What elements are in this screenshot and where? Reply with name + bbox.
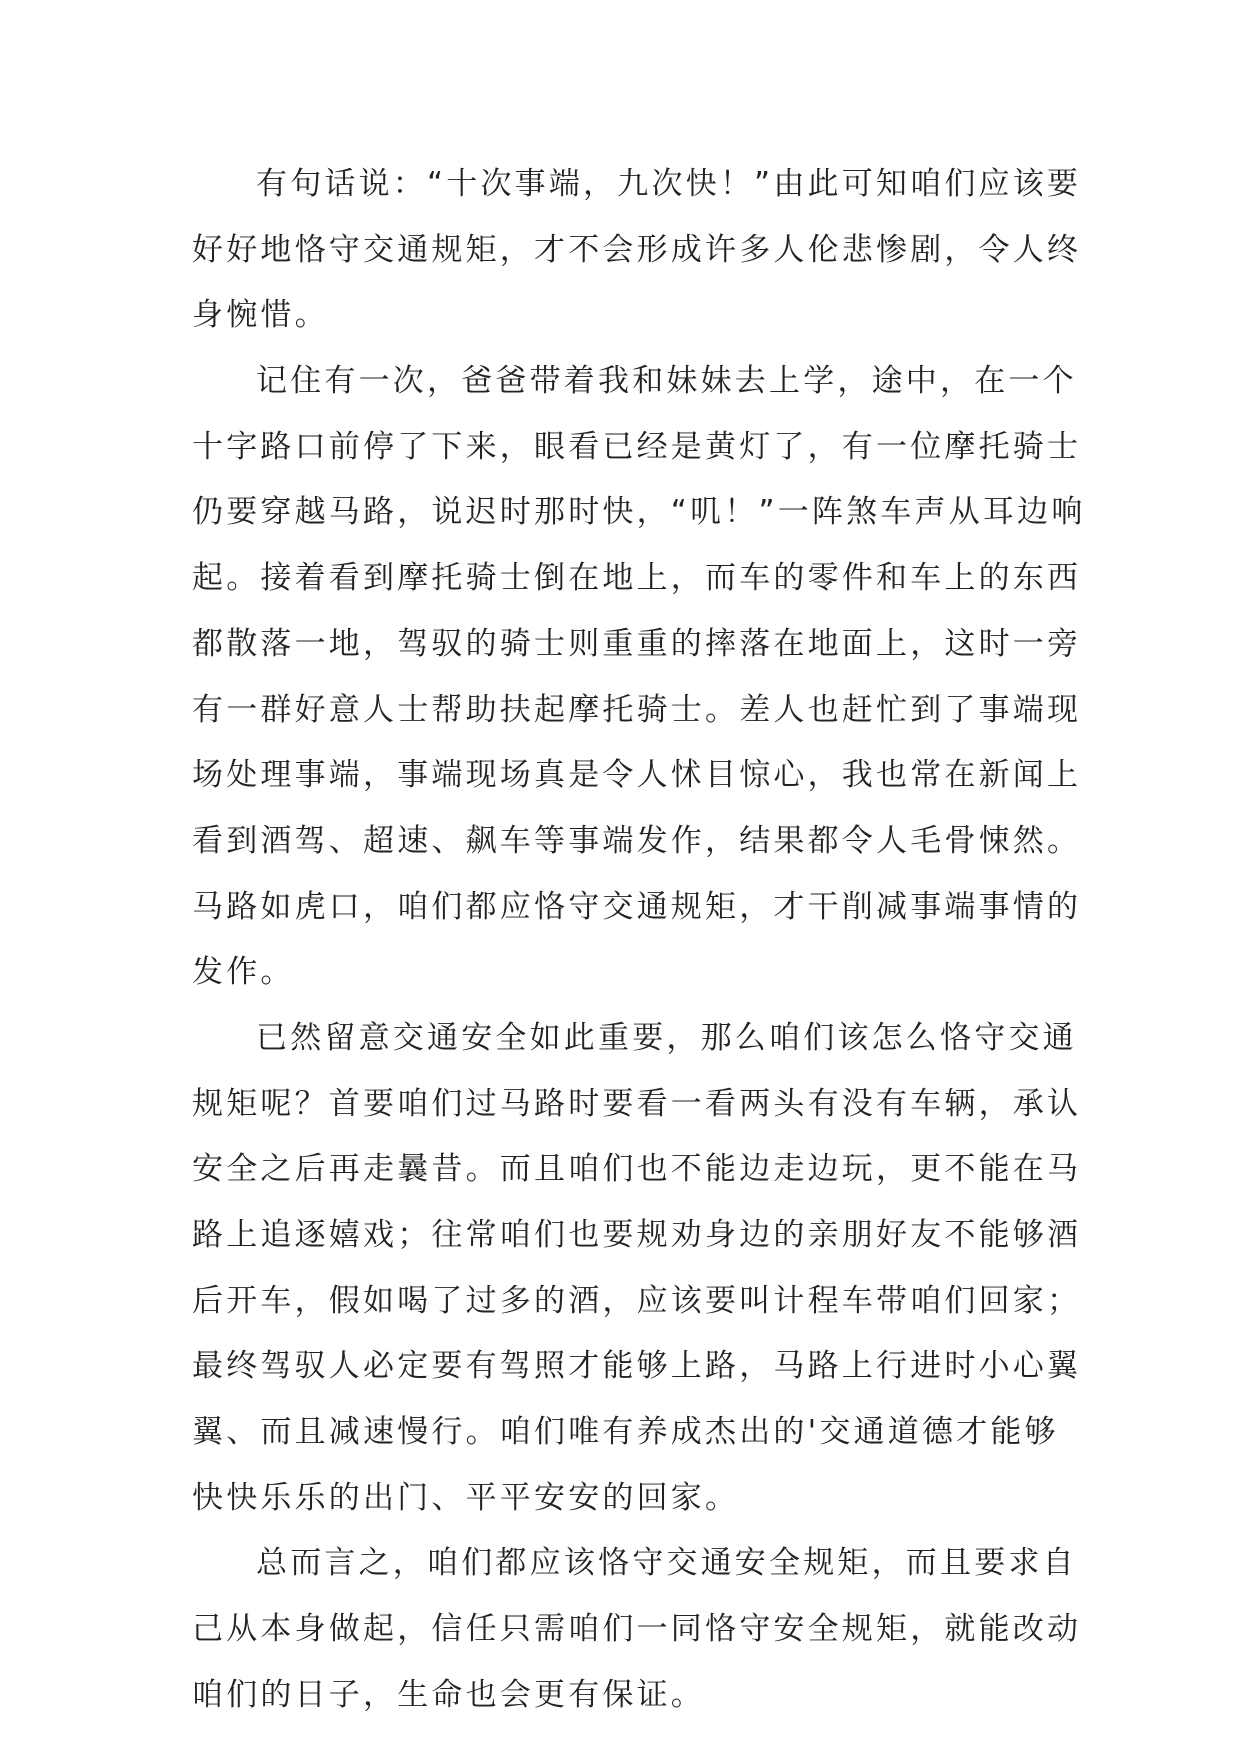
paragraph-2 [192,349,1086,1006]
paragraph-line: 记住有一次，爸爸带着我和妹妹去上学，途中，在一个 [256,363,1077,400]
paragraph-line: 十字路口前停了下来，眼看已经是黄灯了，有一位摩托骑士 [192,428,1082,465]
paragraph-line: 仍要穿越马路，说迟时那时快，“叽！”一阵煞车声从耳边响 [192,494,1086,531]
paragraph-line: 最终驾驭人必定要有驾照才能够上路，马路上行进时小心翼 [192,1348,1082,1385]
paragraph-line: 总而言之，咱们都应该恪守交通安全规矩，而且要求自 [256,1545,1077,1582]
paragraph-line: 起。接着看到摩托骑士倒在地上，而车的零件和车上的东西 [192,560,1082,597]
paragraph-line: 己从本身做起，信任只需咱们一同恪守安全规矩，就能改动 [192,1611,1082,1648]
paragraph-line: 都散落一地，驾驭的骑士则重重的摔落在地面上，这时一旁 [192,625,1082,662]
paragraph-line: 场处理事端，事端现场真是令人怵目惊心，我也常在新闻上 [192,757,1082,794]
paragraph-line: 看到酒驾、超速、飙车等事端发作，结果都令人毛骨悚然。 [192,822,1082,859]
document-body [192,152,1086,1729]
paragraph-line: 路上追逐嬉戏；往常咱们也要规劝身边的亲朋好友不能够酒 [192,1217,1082,1253]
paragraph-line: 翼、而且减速慢行。咱们唯有养成杰出的'交通道德才能够 [192,1414,1059,1451]
paragraph-line: 马路如虎口，咱们都应恪守交通规矩，才干削减事端事情的 [192,888,1082,925]
paragraph-line: 快快乐乐的出门、平平安安的回家。 [192,1479,740,1516]
paragraph-line: 有句话说：“十次事端，九次快！”由此可知咱们应该要 [256,166,1082,202]
paragraph-line: 有一群好意人士帮助扶起摩托骑士。差人也赶忙到了事端现 [192,691,1082,728]
paragraph-line: 后开车，假如喝了过多的酒，应该要叫计程车带咱们回家； [192,1282,1082,1319]
paragraph-line: 好好地恪守交通规矩，才不会形成许多人伦悲惨剧，令人终 [192,231,1082,268]
paragraph-line: 安全之后再走曩昔。而且咱们也不能边走边玩，更不能在马 [192,1151,1082,1188]
paragraph-1 [192,152,1082,349]
paragraph-line: 咱们的日子，生命也会更有保证。 [192,1676,705,1713]
paragraph-line: 规矩呢？首要咱们过马路时要看一看两头有没有车辆，承认 [192,1085,1082,1122]
paragraph-4 [192,1531,1082,1728]
paragraph-3 [192,1006,1082,1532]
paragraph-line: 身惋惜。 [192,297,329,334]
paragraph-line: 发作。 [192,954,295,991]
paragraph-line: 已然留意交通安全如此重要，那么咱们该怎么恪守交通 [256,1019,1077,1056]
